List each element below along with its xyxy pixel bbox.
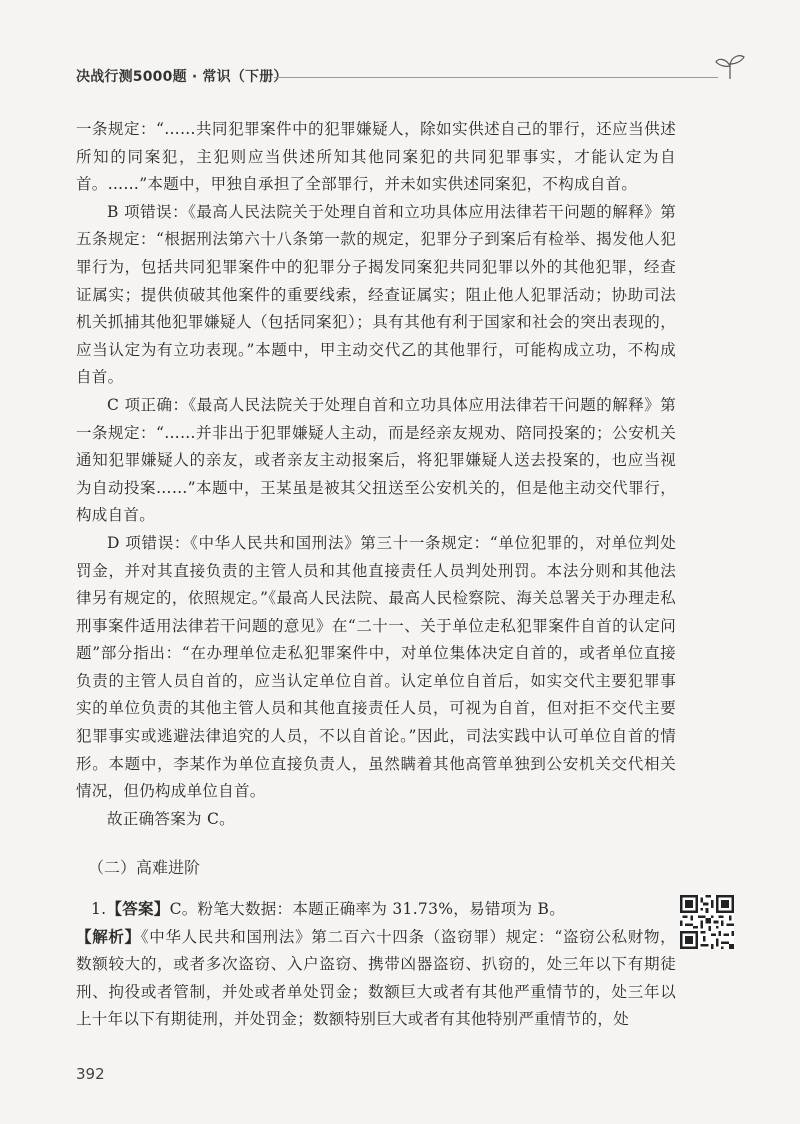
header-rule (274, 77, 718, 78)
answer-text: C。粉笔大数据：本题正确率为 31.73%，易错项为 B。 (169, 900, 566, 918)
paragraph-option-c: C 项正确：《最高人民法院关于处理自首和立功具体应用法律若干问题的解释》第一条规定：“……并非出于犯罪嫌疑人主动，而是经亲友规劝、陪同投案的；公安机关通知犯罪嫌疑人的亲友，或者亲友主动报案后，将犯罪嫌疑人送去投案的，也应当视为自动投案……”本题中，王某虽是被其父扭送至公安机关的，但是他主动交代罪行，构成自首。 (76, 395, 676, 525)
paragraph-option-b: B 项错误：《最高人民法院关于处理自首和立功具体应用法律若干问题的解释》第五条规定：“根据刑法第六十八条第一款的规定，犯罪分子到案后有检举、揭发他人犯罪行为，包括共同犯罪案件中的犯罪分子揭发同案犯共同犯罪以外的其他犯罪，经查证属实；提供侦破其他案件的重要线索，经查证属实；阻止他人犯罪活动；协助司法机关抓捕其他犯罪嫌疑人（包括同案犯）；具有其他有利于国家和社会的突出表现的，应当认定为有立功表现。”本题中，甲主动交代乙的其他罪行，可能构成立功，不构成自首。 (76, 202, 676, 387)
analysis-paragraph (76, 924, 676, 1034)
question-number: 1. (91, 900, 107, 918)
sprout-icon (714, 52, 746, 80)
qr-code[interactable] (680, 895, 734, 949)
paragraph-option-d: D 项错误：《中华人民共和国刑法》第三十一条规定：“单位犯罪的，对单位判处罚金，并对其直接负责的主管人员和其他直接责任人员判处刑罚。本法分则和其他法律另有规定的，依照规定。”《最高人民法院、最高人民检察院、海关总署关于办理走私刑事案件适用法律若干问题的意见》在“二十一、关于单位走私犯罪案件自首的认定问题”部分指出：“在办理单位走私犯罪案件中，对单位集体决定自首的，或者单位直接负责的主管人员自首的，应当认定单位自首。认定单位自首后，如实交代主要犯罪事实的单位负责的其他主管人员和其他直接责任人员，可视为自首，但对拒不交代主要犯罪事实或逃避法律追究的人员，不以自首论。”因此，司法实践中认可单位自首的情形。本题中，李某作为单位直接负责人，虽然瞒着其他高管单独到公安机关交代相关情况，但仍构成单位自首。 (76, 533, 676, 801)
paragraph-continuation: 一条规定：“……共同犯罪案件中的犯罪嫌疑人，除如实供述自己的罪行，还应当供述所知的同案犯，主犯则应当供述所知其他同案犯的共同犯罪事实，才能认定为自首。……”本题中，甲独自承担了全部罪行，并未如实供述同案犯，不构成自首。 (76, 120, 676, 194)
answer-block (76, 896, 676, 1034)
answer-tag: 【答案】 (106, 900, 170, 918)
analysis-tag: 【解析】 (76, 927, 141, 946)
running-header (76, 66, 746, 90)
answer-line (76, 896, 676, 924)
analysis-text: 《中华人民共和国刑法》第二百六十四条（盗窃罪）规定：“盗窃公私财物，数额较大的，或者多次盗窃、入户盗窃、携带凶器盗窃、扒窃的，处三年以下有期徒刑、拘役或者管制，并处或者单处罚金；数额巨大或者有其他严重情节的，处三年以上十年以下有期徒刑，并处罚金；数额特别巨大或者有其他特别严重情节的，处 (76, 927, 676, 1029)
explanation-body (76, 116, 676, 833)
book-title: 决战行测5000题 · 常识（下册） (76, 69, 288, 85)
section-heading: （二）高难进阶 (88, 858, 201, 877)
page-number: 392 (76, 1065, 105, 1083)
paragraph-conclusion: 故正确答案为 C。 (107, 809, 235, 828)
